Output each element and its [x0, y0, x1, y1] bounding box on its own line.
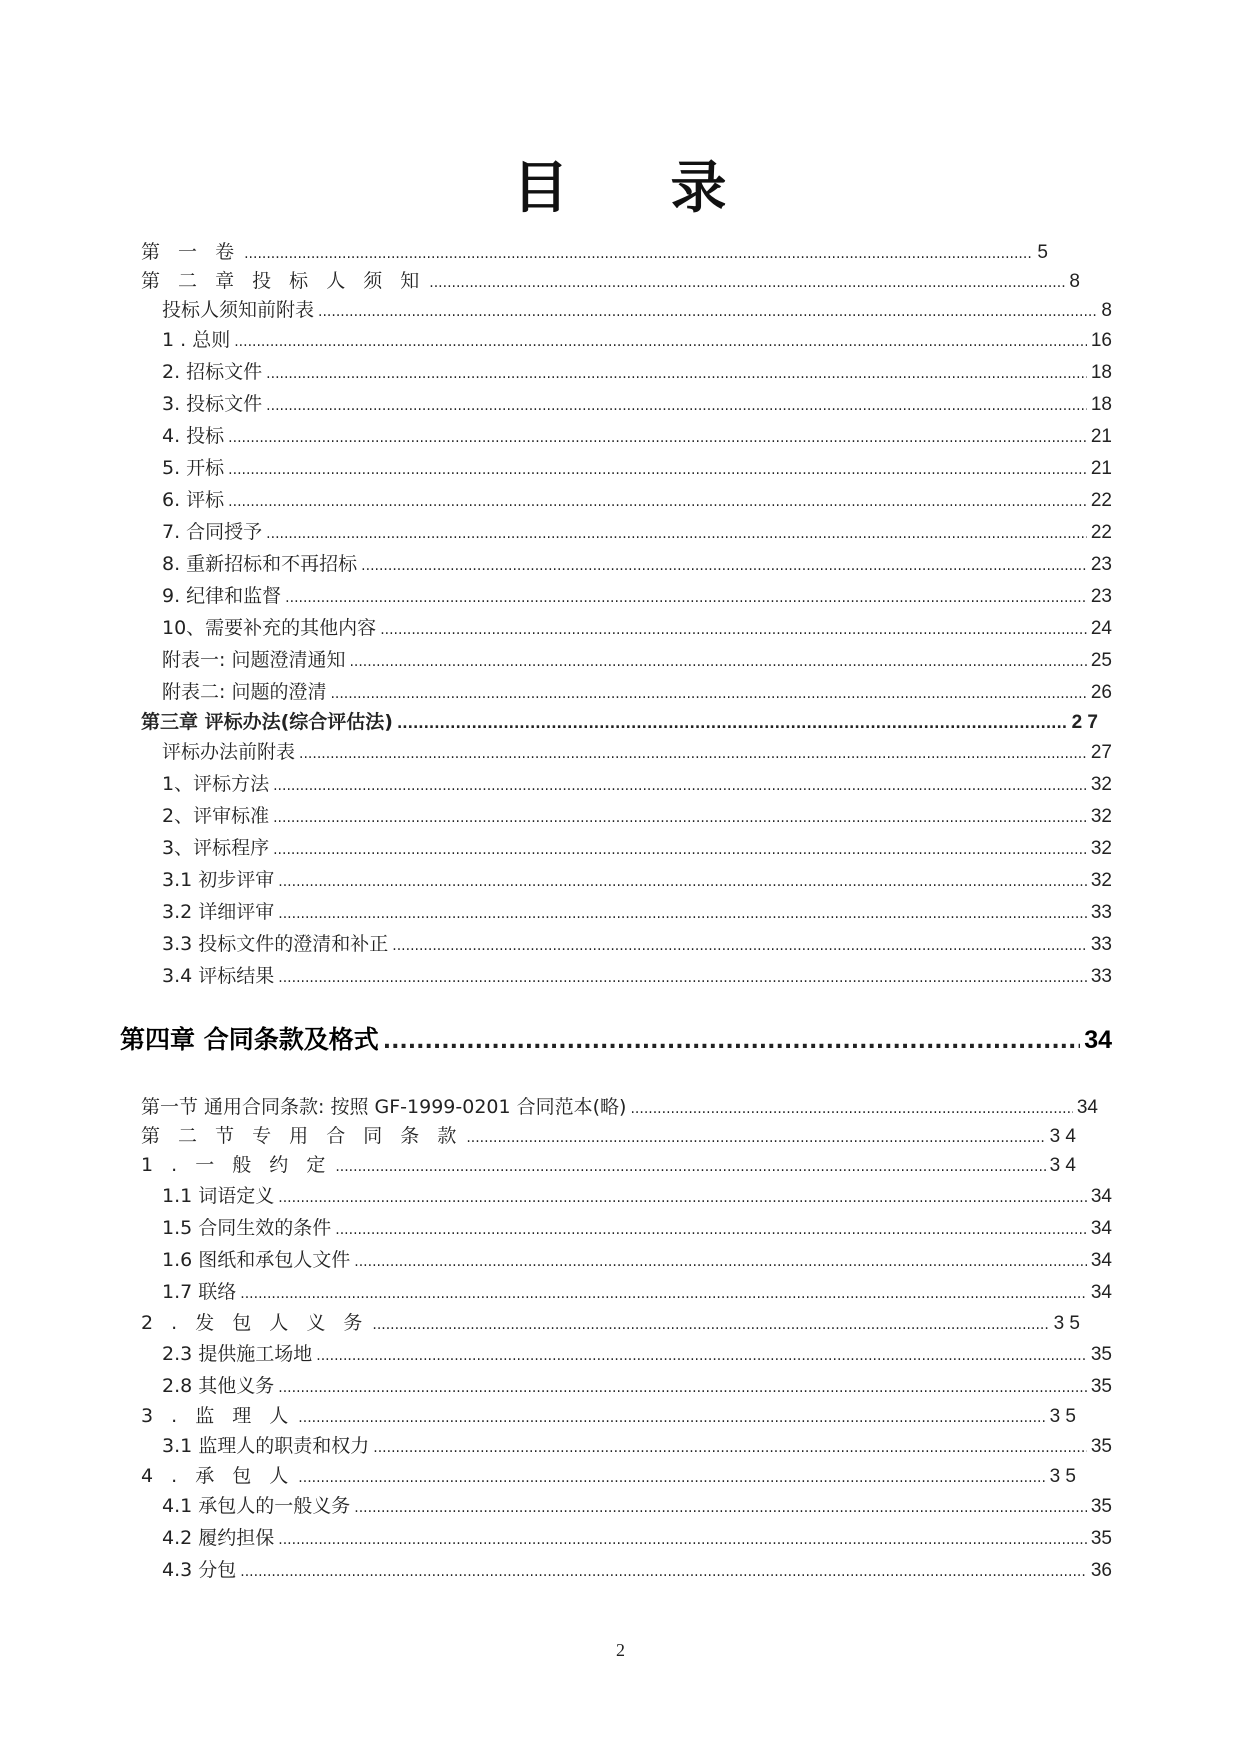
- toc-entry[interactable]: [162, 580, 1112, 612]
- toc-entry-page: 5: [1037, 242, 1048, 263]
- toc-entry[interactable]: [162, 768, 1112, 800]
- toc-leader-dots: [273, 770, 1087, 802]
- toc-leader-dots: [240, 1556, 1087, 1588]
- toc-entry-label: 附表二: 问题的澄清: [162, 681, 327, 703]
- toc-entry-page: 34: [1090, 1218, 1112, 1239]
- toc-entry[interactable]: [162, 676, 1112, 708]
- toc-entry-label: 4.3 分包: [162, 1559, 237, 1581]
- toc-leader-dots: [234, 326, 1087, 358]
- toc-entry-label: 2.3 提供施工场地: [162, 1343, 313, 1365]
- toc-entry-label: 3. 投标文件: [162, 393, 263, 415]
- title-char-2: 录: [670, 155, 729, 221]
- toc-entry[interactable]: [162, 1430, 1112, 1462]
- toc-leader-dots: [278, 866, 1087, 898]
- toc-entry-label: 3.1 监理人的职责和权力: [162, 1435, 370, 1457]
- toc-leader-dots: [278, 962, 1087, 994]
- toc-entry[interactable]: [162, 864, 1112, 896]
- toc-entry-label: 2. 招标文件: [162, 361, 263, 383]
- toc-entry-page: 35: [1090, 1496, 1112, 1517]
- toc-entry-label: 10、需要补充的其他内容: [162, 617, 377, 639]
- toc-leader-dots: [316, 1340, 1087, 1372]
- toc-entry-label: 第 二 章 投 标 人 须 知: [141, 270, 426, 292]
- toc-entry-label: 4 . 承 包 人: [141, 1465, 295, 1487]
- toc-entry-page: 34: [1076, 1097, 1098, 1118]
- toc-entry[interactable]: [162, 928, 1112, 960]
- toc-leader-dots: [273, 802, 1087, 834]
- toc-leader-dots: [266, 390, 1087, 422]
- toc-entry-page: 3 4: [1049, 1126, 1076, 1147]
- toc-entry-page: 35: [1090, 1436, 1112, 1457]
- toc-leader-dots: [266, 358, 1087, 390]
- toc-entry[interactable]: [162, 484, 1112, 516]
- toc-entry[interactable]: [162, 960, 1112, 992]
- toc-entry-page: 32: [1090, 870, 1112, 891]
- toc-entry[interactable]: [141, 1120, 1076, 1152]
- toc-entry[interactable]: [162, 1370, 1112, 1402]
- toc-entry-page: 34: [1090, 1282, 1112, 1303]
- toc-entry-page: 26: [1090, 682, 1112, 703]
- toc-entry[interactable]: [120, 1018, 1112, 1062]
- toc-leader-dots: [361, 550, 1087, 582]
- toc-entry[interactable]: [162, 1490, 1112, 1522]
- toc-entry-page: 3 5: [1049, 1466, 1076, 1487]
- toc-entry-page: 27: [1090, 742, 1112, 763]
- toc-entry-page: 8: [1101, 300, 1112, 321]
- toc-entry-label: 3.3 投标文件的澄清和补正: [162, 933, 389, 955]
- toc-entry-page: 32: [1090, 806, 1112, 827]
- toc-entry-label: 3.4 评标结果: [162, 965, 275, 987]
- toc-entry-label: 4. 投标: [162, 425, 225, 447]
- toc-entry-page: 8: [1069, 271, 1080, 292]
- toc-entry-label: 5. 开标: [162, 457, 225, 479]
- toc-entry[interactable]: [162, 452, 1112, 484]
- toc-entry-page: 3 5: [1049, 1406, 1076, 1427]
- toc-entry-label: 2 . 发 包 人 义 务: [141, 1312, 369, 1334]
- toc-entry[interactable]: [162, 1180, 1112, 1212]
- toc-entry-page: 3 4: [1049, 1155, 1076, 1176]
- toc-entry[interactable]: [162, 388, 1112, 420]
- toc-entry[interactable]: [162, 324, 1112, 356]
- toc-leader-dots: [228, 422, 1087, 454]
- toc-entry-page: 32: [1090, 838, 1112, 859]
- toc-entry-page: 18: [1090, 394, 1112, 415]
- toc-entry-label: 3.2 详细评审: [162, 901, 275, 923]
- toc-entry[interactable]: [162, 1338, 1112, 1370]
- toc-entry-page: 3 5: [1053, 1313, 1080, 1334]
- toc-entry[interactable]: [162, 1554, 1112, 1586]
- toc-entry[interactable]: [162, 356, 1112, 388]
- toc-entry-label: 7. 合同授予: [162, 521, 263, 543]
- toc-entry-label: 1 . 一 般 约 定: [141, 1154, 332, 1176]
- toc-entry-label: 附表一: 问题澄清通知: [162, 649, 346, 671]
- toc-entry[interactable]: [162, 294, 1112, 326]
- toc-entry[interactable]: [141, 1460, 1076, 1492]
- toc-entry-page: 22: [1090, 490, 1112, 511]
- toc-entry-label: 第一节 通用合同条款: 按照 GF-1999-0201 合同范本(略): [141, 1096, 627, 1118]
- toc-entry-page: 34: [1090, 1186, 1112, 1207]
- toc-entry[interactable]: [162, 516, 1112, 548]
- toc-leader-dots: [278, 898, 1087, 930]
- toc-entry-page: 33: [1090, 934, 1112, 955]
- toc-leader-dots: [380, 614, 1087, 646]
- toc-entry-page: 2 7: [1071, 712, 1098, 733]
- toc-entry-label: 8. 重新招标和不再招标: [162, 553, 358, 575]
- toc-leader-dots: [266, 518, 1087, 550]
- toc-entry-page: 35: [1090, 1344, 1112, 1365]
- toc-entry-label: 1 . 总则: [162, 329, 231, 351]
- toc-entry[interactable]: [162, 1276, 1112, 1308]
- toc-leader-dots: [354, 1246, 1087, 1278]
- toc-entry-label: 3 . 监 理 人: [141, 1405, 295, 1427]
- toc-entry-page: 35: [1090, 1376, 1112, 1397]
- toc-entry[interactable]: [141, 1149, 1076, 1181]
- toc-entry-page: 18: [1090, 362, 1112, 383]
- toc-entry[interactable]: [162, 896, 1112, 928]
- toc-entry[interactable]: [162, 548, 1112, 580]
- toc-entry[interactable]: [162, 1212, 1112, 1244]
- toc-leader-dots: [299, 738, 1087, 770]
- toc-entry-label: 3、评标程序: [162, 837, 270, 859]
- toc-entry-page: 24: [1090, 618, 1112, 639]
- toc-entry[interactable]: [141, 236, 1048, 268]
- toc-leader-dots: [228, 486, 1087, 518]
- toc-entry-label: 3.1 初步评审: [162, 869, 275, 891]
- toc-leader-dots: [354, 1492, 1087, 1524]
- toc-entry-label: 第 二 节 专 用 合 同 条 款: [141, 1125, 463, 1147]
- toc-entry-label: 1.6 图纸和承包人文件: [162, 1249, 351, 1271]
- toc-entry-page: 22: [1090, 522, 1112, 543]
- toc-leader-dots: [273, 834, 1087, 866]
- toc-entry-page: 25: [1090, 650, 1112, 671]
- toc-leader-dots: [372, 1309, 1049, 1341]
- toc-entry[interactable]: [162, 800, 1112, 832]
- toc-entry-page: 36: [1090, 1560, 1112, 1581]
- toc-leader-dots: [349, 646, 1086, 678]
- toc-leader-dots: [335, 1214, 1087, 1246]
- toc-leader-dots: [285, 582, 1087, 614]
- toc-entry-label: 1.7 联络: [162, 1281, 237, 1303]
- toc-leader-dots: [228, 454, 1087, 486]
- toc-entry-page: 23: [1090, 586, 1112, 607]
- toc-leader-dots: [335, 1151, 1045, 1183]
- toc-entry-label: 投标人须知前附表: [162, 299, 315, 321]
- toc-entry-label: 2、评审标准: [162, 805, 270, 827]
- toc-leader-dots: [278, 1524, 1087, 1556]
- toc-entry[interactable]: [141, 265, 1080, 297]
- toc-entry-label: 4.1 承包人的一般义务: [162, 1495, 351, 1517]
- toc-entry-page: 35: [1090, 1528, 1112, 1549]
- toc-entry-label: 1、评标方法: [162, 773, 270, 795]
- toc-entry[interactable]: [141, 1307, 1080, 1339]
- page-number: 2: [616, 1640, 625, 1660]
- toc-entry-page: 21: [1090, 458, 1112, 479]
- toc-entry-page: 33: [1090, 902, 1112, 923]
- toc-leader-dots: [392, 930, 1087, 962]
- toc-entry-label: 4.2 履约担保: [162, 1527, 275, 1549]
- toc-entry[interactable]: [162, 420, 1112, 452]
- toc-entry-page: 34: [1090, 1250, 1112, 1271]
- toc-entry[interactable]: [141, 1400, 1076, 1432]
- toc-entry-label: 第四章 合同条款及格式: [120, 1025, 379, 1054]
- toc-entry-page: 32: [1090, 774, 1112, 795]
- toc-entry[interactable]: [162, 1244, 1112, 1276]
- toc-leader-dots: [278, 1182, 1087, 1214]
- toc-entry[interactable]: [162, 1522, 1112, 1554]
- toc-entry-page: 21: [1090, 426, 1112, 447]
- title-char-1: 目: [512, 155, 571, 221]
- toc-entry-label: 1.5 合同生效的条件: [162, 1217, 332, 1239]
- toc-entry[interactable]: [162, 612, 1112, 644]
- toc-entry[interactable]: [162, 736, 1112, 768]
- toc-entry-label: 9. 纪律和监督: [162, 585, 282, 607]
- toc-entry-label: 6. 评标: [162, 489, 225, 511]
- toc-entry[interactable]: [141, 1091, 1098, 1123]
- toc-entry-label: 第三章 评标办法(综合评估法): [141, 711, 393, 733]
- toc-entry[interactable]: [162, 644, 1112, 676]
- toc-entry-page: 33: [1090, 966, 1112, 987]
- toc-entry[interactable]: [141, 706, 1098, 738]
- toc-leader-dots: [240, 1278, 1087, 1310]
- toc-entry-page: 23: [1090, 554, 1112, 575]
- toc-entry-label: 第 一 卷: [141, 241, 241, 263]
- toc-entry-label: 2.8 其他义务: [162, 1375, 275, 1397]
- toc-entry-page: 16: [1090, 330, 1112, 351]
- toc-leader-dots: [383, 1020, 1080, 1064]
- toc-entry[interactable]: [162, 832, 1112, 864]
- toc-entry-label: 评标办法前附表: [162, 741, 296, 763]
- toc-entry-label: 1.1 词语定义: [162, 1185, 275, 1207]
- toc-entry-page: 34: [1084, 1026, 1112, 1054]
